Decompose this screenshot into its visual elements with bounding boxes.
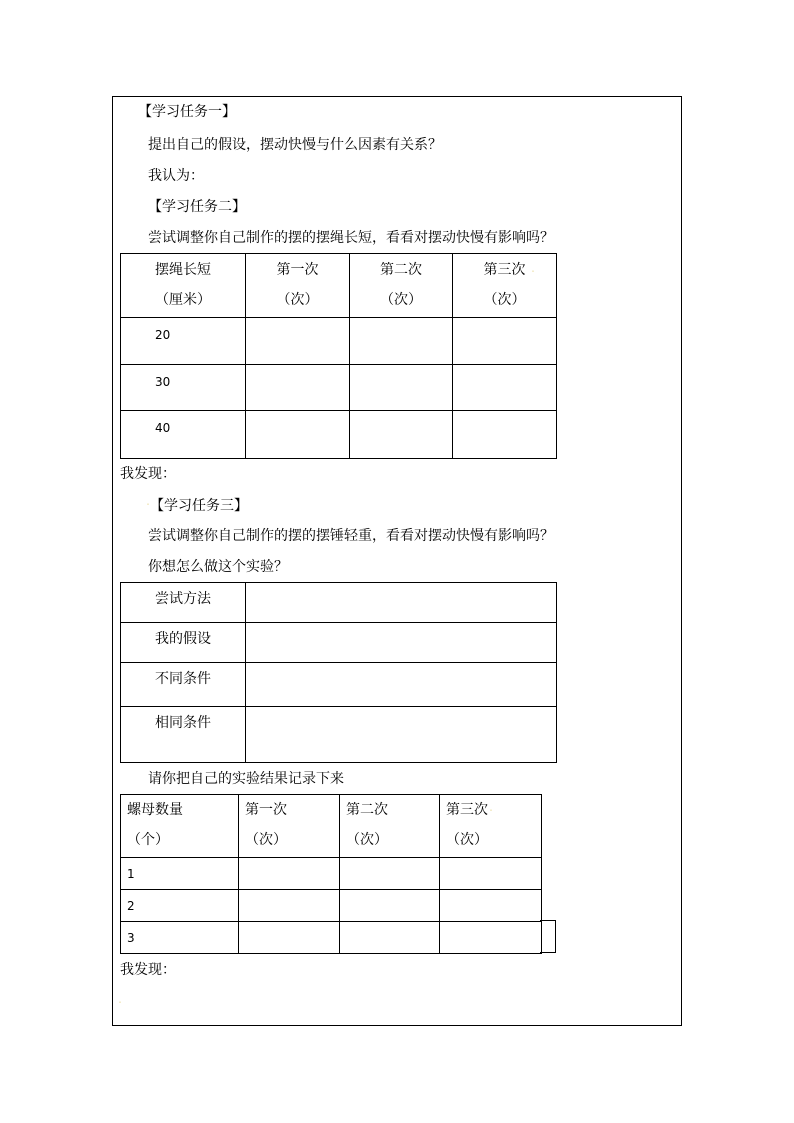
entry-cell[interactable] [350, 411, 453, 459]
entry-cell[interactable] [453, 365, 557, 411]
plan-label-cell: 不同条件 [121, 663, 246, 707]
task1-prompt: 提出自己的假设，摆动快慢与什么因素有关系？ [148, 137, 442, 153]
table-row [121, 890, 542, 922]
entry-cell[interactable] [239, 922, 340, 954]
plan-entry-cell[interactable] [246, 663, 557, 707]
row-label-cell: 40 [121, 411, 246, 459]
plan-entry-cell[interactable] [246, 623, 557, 663]
plan-row [121, 663, 557, 707]
task3-question: 你想怎么做这个实验？ [148, 559, 288, 575]
entry-cell[interactable] [453, 411, 557, 459]
entry-cell[interactable] [453, 318, 557, 365]
header-cell: 螺母数量 （个） [121, 795, 239, 858]
header-cell: 摆绳长短 （厘米） [121, 254, 246, 318]
task3-record-prompt: 请你把自己的实验结果记录下来 [148, 771, 344, 787]
header-cell: 第一次 （次） [246, 254, 350, 318]
table-header-row [121, 795, 542, 858]
row-label-cell: 30 [121, 365, 246, 411]
table-row [121, 365, 557, 411]
task3-prompt: 尝试调整你自己制作的摆的摆锤轻重，看看对摆动快慢有影响吗？ [148, 528, 554, 544]
entry-cell[interactable] [246, 318, 350, 365]
entry-cell[interactable] [350, 318, 453, 365]
row-label-cell: 3 [121, 922, 239, 954]
plan-label-cell: 相同条件 [121, 707, 246, 763]
table-row [121, 858, 542, 890]
task2-finding-label: 我发现： [120, 466, 176, 482]
entry-cell[interactable] [440, 890, 542, 922]
entry-cell[interactable] [239, 890, 340, 922]
table-row [121, 922, 542, 954]
task3-finding-label: 我发现： [120, 962, 176, 978]
nut-count-table [120, 794, 542, 954]
entry-cell[interactable] [440, 858, 542, 890]
table-row [121, 318, 557, 365]
plan-row [121, 623, 557, 663]
pendulum-length-table [120, 253, 557, 459]
task1-answer-label: 我认为： [148, 168, 204, 184]
table-header-row [121, 254, 557, 318]
plan-label-cell: 我的假设 [121, 623, 246, 663]
plan-entry-cell[interactable] [246, 707, 557, 763]
extra-cell [540, 920, 556, 953]
task2-prompt: 尝试调整你自己制作的摆的摆绳长短，看看对摆动快慢有影响吗？ [148, 230, 554, 246]
row-label-cell: 20 [121, 318, 246, 365]
plan-row [121, 583, 557, 623]
row-label-cell: 1 [121, 858, 239, 890]
tick-mark: ˙ [146, 503, 150, 512]
entry-cell[interactable] [340, 858, 440, 890]
entry-cell[interactable] [340, 890, 440, 922]
table-row [121, 411, 557, 459]
tick-mark: ˙ [118, 1001, 122, 1010]
task2-heading: 【学习任务二】 [148, 199, 246, 215]
entry-cell[interactable] [246, 365, 350, 411]
entry-cell[interactable] [340, 922, 440, 954]
tick-mark: ˙ [531, 270, 535, 279]
header-cell: 第二次 （次） [350, 254, 453, 318]
row-label-cell: 2 [121, 890, 239, 922]
plan-entry-cell[interactable] [246, 583, 557, 623]
header-cell: 第一次 （次） [239, 795, 340, 858]
plan-row [121, 707, 557, 763]
entry-cell[interactable] [440, 922, 542, 954]
task1-heading: 【学习任务一】 [138, 104, 236, 120]
header-cell: 第三次 （次） [453, 254, 557, 318]
entry-cell[interactable] [350, 365, 453, 411]
entry-cell[interactable] [239, 858, 340, 890]
header-cell: 第二次 （次） [340, 795, 440, 858]
plan-label-cell: 尝试方法 [121, 583, 246, 623]
header-cell: 第三次 （次） [440, 795, 542, 858]
entry-cell[interactable] [246, 411, 350, 459]
experiment-plan-table [120, 582, 557, 763]
tick-mark: ˙ [489, 809, 493, 818]
task3-heading: 【学习任务三】 [150, 498, 248, 514]
